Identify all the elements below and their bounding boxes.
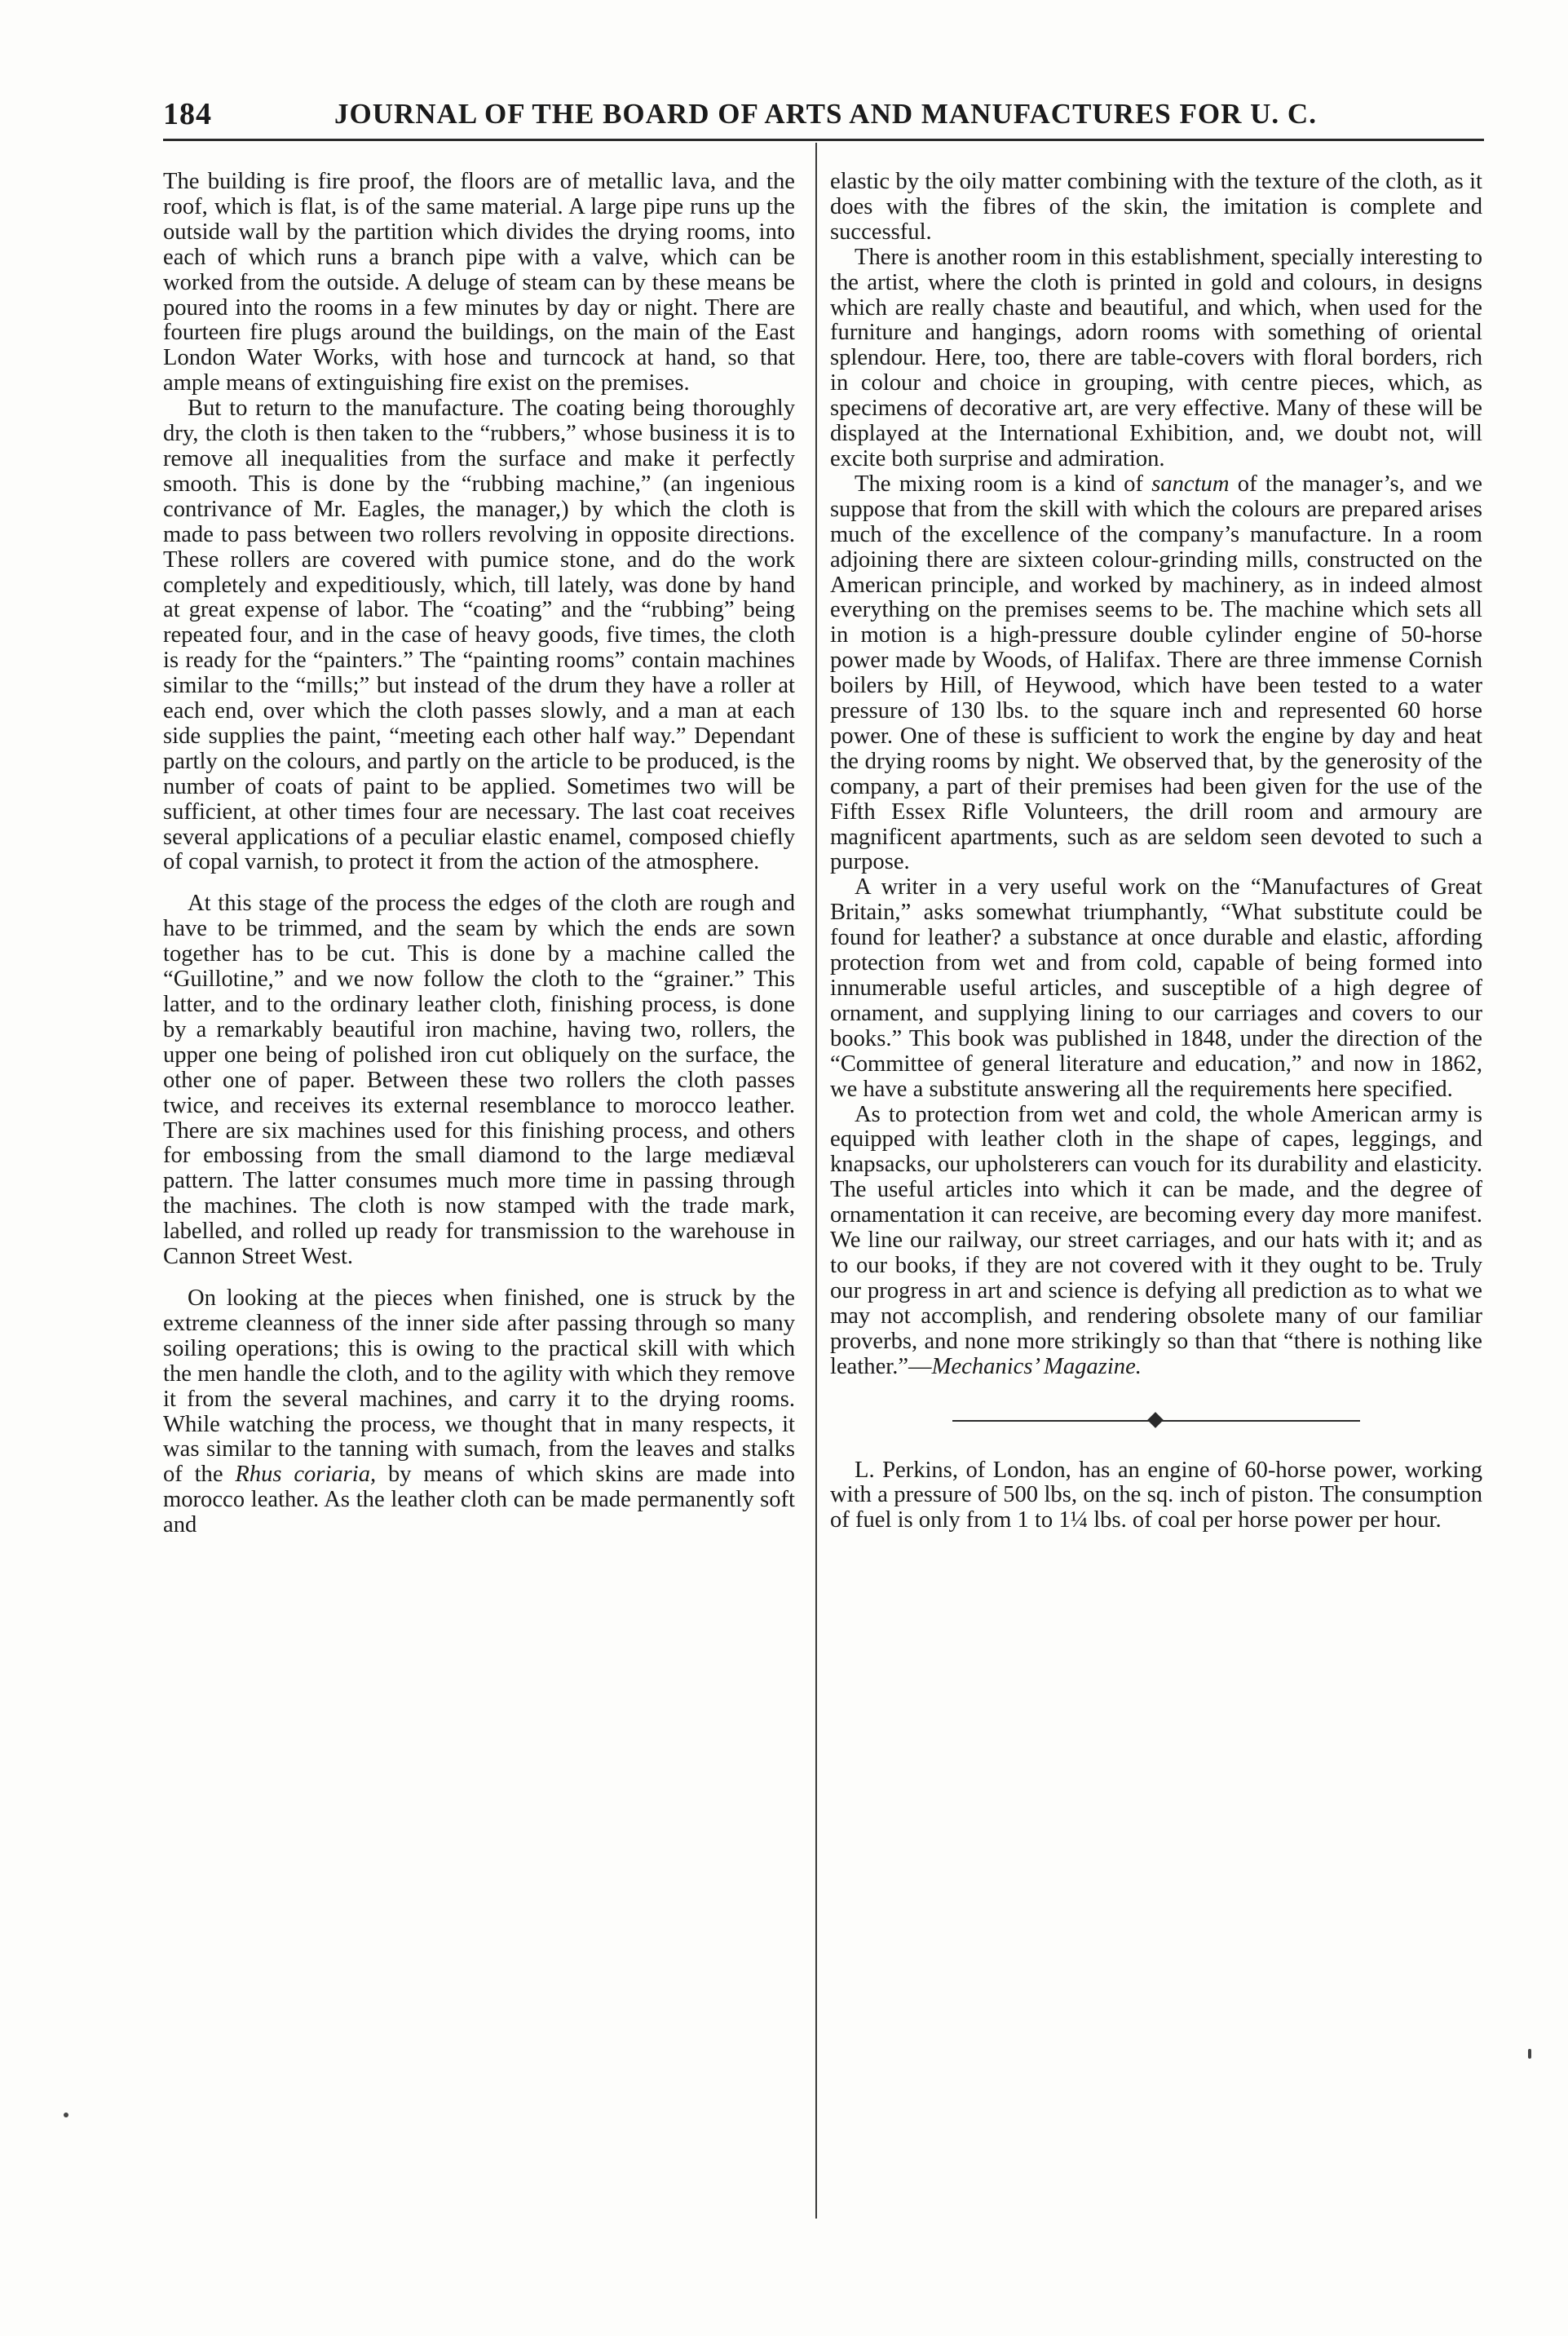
paragraph: There is another room in this establishment, specially interesting to the artist, where the cloth is printed in gold and colours, in designs which are really chaste and beautiful, and which, when used for the furniture and hangings, adorn rooms with something of oriental splendour. Here, too, there are table-covers with floral borders, rich in colour and choice in grouping, with centre pieces, which, as specimens of decorative art, are very effective. Many of these will be displayed at the International Exhibition, and, we doubt not, will excite both surprise and admiration. (830, 244, 1482, 471)
ornament-diamond-icon (1147, 1412, 1164, 1428)
paragraph-text: of the manager’s, and we suppose that from the skill with which the colours are prepared arises much of the excellence of the company’s manufacture. In a room adjoining there are sixteen colour-grinding mills, constructed on the American principle, and worked by machinery, as in indeed almost everything on the premises seems to be. The machine which sets all in motion is a high-pressure double cylinder engine of 50-horse power made by Woods, of Halifax. There are three immense Cornish boilers by Hill, of Heywood, which have been tested to a water pressure of 130 lbs. to the square inch and represented 60 horse power. One of these is sufficient to work the engine by day and heat the drying rooms by night. We observed that, by the generosity of the company, a part of their premises had been given for the use of the Fifth Essex Rifle Volunteers, the drill room and armoury are magnificent apartments, such as are seldom seen devoted to such a purpose. (830, 471, 1482, 875)
paragraph (830, 472, 1482, 876)
paragraph (163, 1286, 795, 1538)
italic-term: sanctum (1151, 471, 1230, 497)
page-number: 184 (163, 97, 212, 131)
header-rule (163, 139, 1484, 141)
paragraph-text: On looking at the pieces when finished, one is struck by the extreme cleanness of the inner side after passing through so many soiling operations; this is owing to the practical skill with which the men handle the cloth, and to the agility with which they remove it from the several machines, and carry it to the drying rooms. While watching the process, we thought that in many respects, it was similar to the tanning with sumach, from the leaves and stalks of the (163, 1285, 795, 1488)
paragraph: L. Perkins, of London, has an engine of 60-horse power, working with a pressure of 500 lbs, on the sq. inch of piston. The consumption of fuel is only from 1 to 1¼ lbs. of coal per horse power per hour. (830, 1457, 1482, 1533)
right-column (830, 170, 1482, 1533)
running-head: JOURNAL OF THE BOARD OF ARTS AND MANUFACTURES FOR U. C. (334, 98, 1317, 130)
column-divider (815, 143, 817, 2219)
print-speck (1528, 2049, 1531, 2059)
paragraph (830, 1103, 1482, 1380)
source-citation: Mechanics’ Magazine. (931, 1353, 1142, 1379)
left-column (163, 170, 795, 1538)
paragraph: A writer in a very useful work on the “Manufactures of Great Britain,” asks somewhat triumphantly, “What substitute could be found for leather? a substance at once durable and elastic, affording protection from wet and from cold, capable of being formed into innumerable useful articles, and susceptible of a high degree of ornament, and supplying lining to our carriages and covers to our books.” This book was published in 1848, under the direction of the “Committee of general literature and education,” and now in 1862, we have a substitute answering all the requirements here specified. (830, 874, 1482, 1102)
paragraph: elastic by the oily matter combining with the texture of the cloth, as it does with the fibres of the skin, the imitation is complete and successful. (830, 169, 1482, 245)
paragraph-text: The mixing room is a kind of (855, 471, 1143, 497)
paragraph-text: by means of which skins are made into morocco leather. As the leather cloth can be made permanently soft and (163, 1462, 795, 1538)
paragraph: The building is fire proof, the floors are of metallic lava, and the roof, which is flat, is of the same material. A large pipe runs up the outside wall by the partition which divides the drying rooms, into each of which runs a branch pipe with a valve, which can be worked from the outside. A deluge of steam can by these means be poured into the rooms in a few minutes by day or night. There are fourteen fire plugs around the buildings, on the main of the East London Water Works, with hose and turncock at hand, so that ample means of extinguishing fire exist on the premises. (163, 169, 795, 396)
paragraph: But to return to the manufacture. The coating being thoroughly dry, the cloth is then taken to the “rubbers,” whose business it is to remove all inequalities from the surface and make it perfectly smooth. This is done by the “rubbing machine,” (an ingenious contrivance of Mr. Eagles, the manager,) by which the cloth is made to pass between two rollers revolving in opposite directions. These rollers are covered with pumice stone, and do the work completely and expeditiously, which, till lately, was done by hand at great expense of labor. The “coating” and the “rubbing” being repeated four, and in the case of heavy goods, five times, the cloth is ready for the “painters.” The “painting rooms” contain machines similar to the “mills;” but instead of the drum they have a roller at each end, over which the cloth passes slowly, and a man at each side supplies the paint, “meeting each other half way.” Dependant partly on the colours, and partly on the article to be produced, is the number of coats of paint to be applied. Sometimes two will be sufficient, at other times four are necessary. The last coat receives several applications of a peculiar elastic enamel, composed chiefly of copal varnish, to protect it from the action of the atmosphere. (163, 396, 795, 875)
paragraph-text: As to protection from wet and cold, the whole American army is equipped with leather cloth in the shape of capes, leggings, and knapsacks, our upholsterers can vouch for its durability and elasticity. The useful articles into which it can be made, and the degree of ornamentation it can receive, are becoming every day more manifest. We line our railway, our street carriages, and our hats with it; and as to our books, if they are not covered with it they ought to be. Truly our progress in art and science is defying all prediction as to what we may not accomplish, and rendering obsolete many of our familiar proverbs, and none more strikingly so than that “there is nothing like leather.”— (830, 1101, 1482, 1379)
paragraph: At this stage of the process the edges of the cloth are rough and have to be trimmed, and the seam by which the ends are sown together has to be cut. This is done by a machine called the “Guillotine,” and we now follow the cloth to the “grainer.” This latter, and to the ordinary leather cloth, finishing process, is done by a remarkably beautiful iron machine, having two, rollers, the upper one being of polished iron cut obliquely on the surface, the other one of paper. Between these two rollers the cloth passes twice, and receives its external resemblance to morocco leather. There are six machines used for this finishing process, and others for embossing from the small diamond to the large mediæval pattern. The latter consumes much more time in passing through the machines. The cloth is now stamped with the trade mark, labelled, and rolled up ready for transmission to the warehouse in Cannon Street West. (163, 891, 795, 1270)
italic-term: Rhus coriaria, (235, 1462, 377, 1488)
page-header (163, 96, 1484, 145)
section-ornament (830, 1405, 1482, 1437)
print-speck (64, 2113, 68, 2117)
